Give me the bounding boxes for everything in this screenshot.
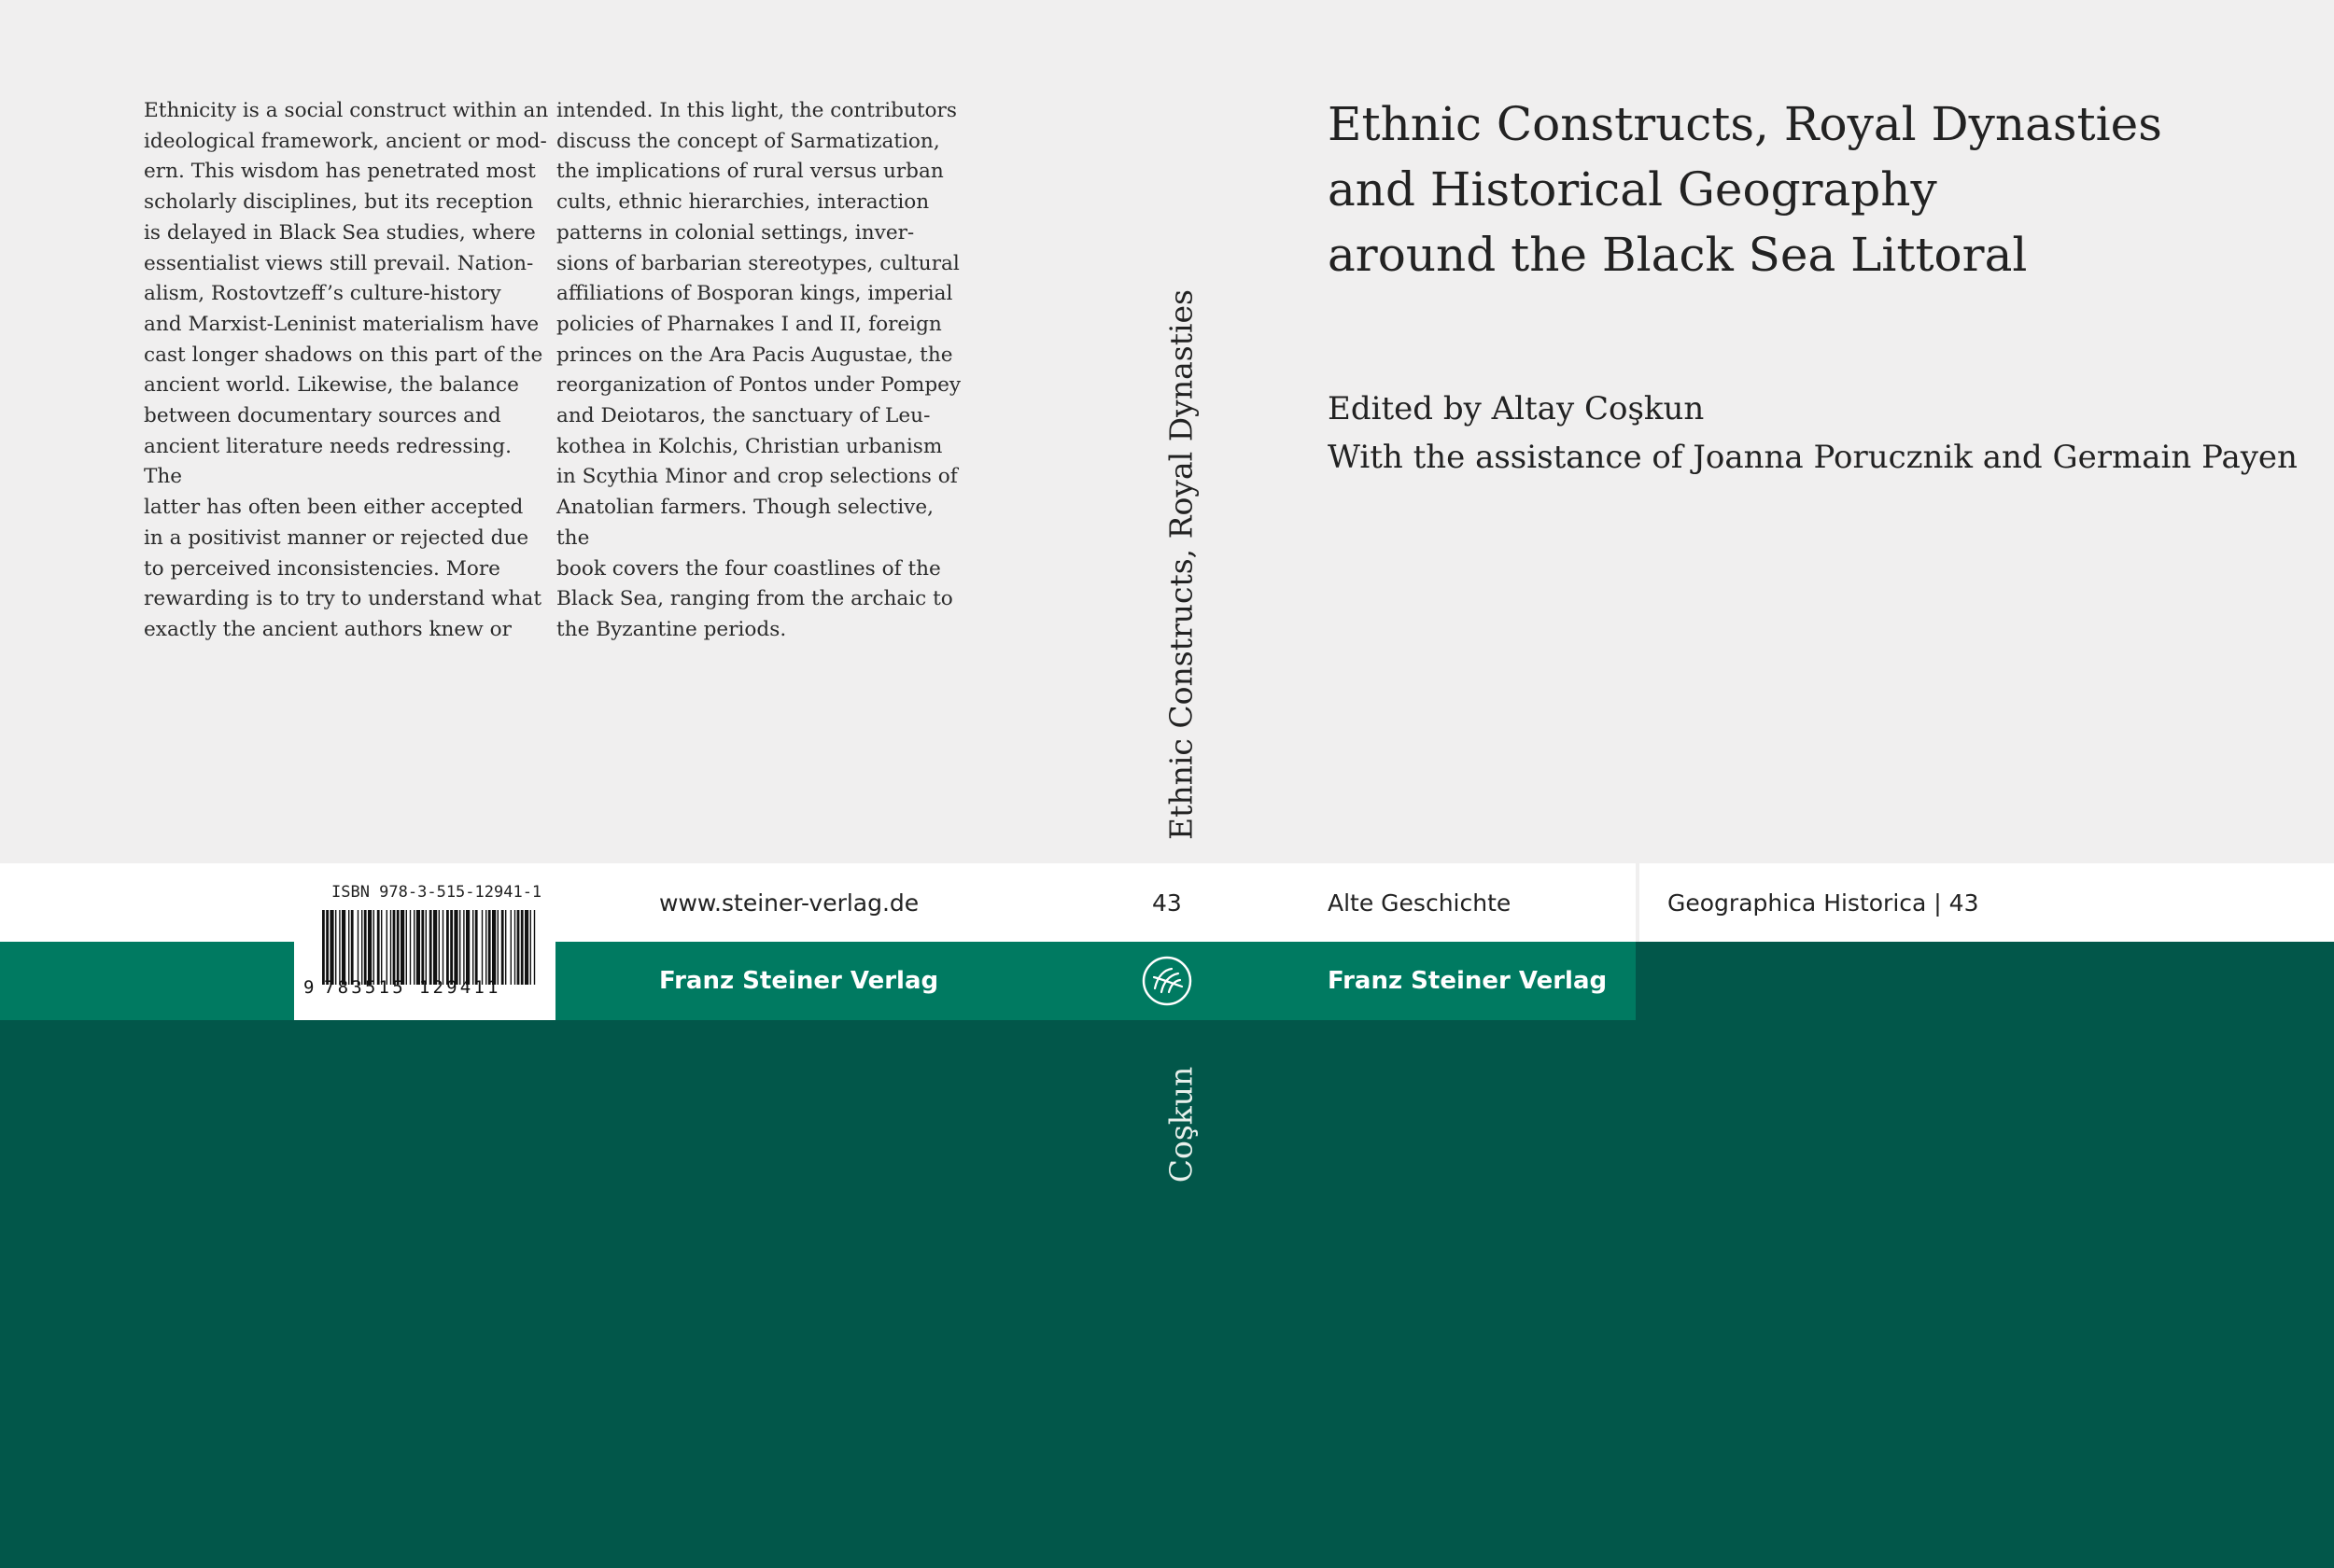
- blurb-text-2: intended. In this light, the contributors discuss the concept of Sarmatization, the implications of rural versus urban cults, ethnic hierarchies, interaction patterns in colonial settings, inver- sions of barbarian stereotypes, cultural affiliations of Bosporan kings, imperial policies of Pharnakes I and II, foreign princes on the Ara Pacis Augustae, the reorganization of Pontos under Pompey and Deiotaros, the sanctuary of Leu- kothea in Kolchis, Christian urbanism in Scythia Minor and crop selections of Anatolian farmers. Though selective, the book covers the four coastlines of the Black Sea, ranging from the archaic to the Byzantine periods.: [556, 99, 962, 641]
- spine-title: [1148, 289, 1214, 840]
- spine-author-text: Coşkun: [1162, 1066, 1200, 1183]
- publisher-name-back: Franz Steiner Verlag: [659, 967, 939, 995]
- barcode-digit-group-1: 783515: [324, 977, 406, 998]
- back-blurb-column-1: [144, 96, 555, 646]
- front-band-divider: [1636, 863, 1639, 942]
- isbn-barcode-box: [294, 863, 555, 1020]
- edited-by: Edited by Altay Coşkun: [1328, 390, 1705, 427]
- isbn-label: ISBN 978-3-515-12941-1: [331, 883, 542, 902]
- barcode-icon: [322, 910, 537, 985]
- front-lower-panel-top: [1636, 942, 2334, 1020]
- assistance-credit: With the assistance of Joanna Porucznik and Germain Payen: [1328, 439, 2298, 476]
- editors-block: [1328, 385, 2317, 482]
- publisher-monogram-icon: [1141, 955, 1193, 1007]
- barcode-first-digit: 9: [303, 977, 315, 998]
- barcode-digit-group-2: 129411: [418, 977, 501, 998]
- publisher-name-front: Franz Steiner Verlag: [1328, 967, 1608, 995]
- spine-title-text: Ethnic Constructs, Royal Dynasties: [1162, 289, 1200, 840]
- blurb-text-1: Ethnicity is a social construct within an ideological framework, ancient or mod- ern. This wisdom has penetrated most scholarly disciplines, but its reception is delayed in Black Sea studies, where essentialist views still prevail. Nation- alism, Rostovtzeff’s culture-history and Marxist-Leninist materialism have cast longer shadows on this part of the ancient world. Likewise, the balance between documentary sources and ancient literature needs redressing. The latter has often been either accepted in a positivist manner or rejected due to perceived inconsistencies. More rewarding is to try to understand what exactly the ancient authors knew or: [144, 99, 549, 641]
- publisher-website: www.steiner-verlag.de: [659, 889, 920, 917]
- back-blurb-column-2: [556, 96, 967, 646]
- spine-author: [1148, 1064, 1214, 1185]
- series-label: Geographica Historica | 43: [1667, 889, 1979, 917]
- book-title: Ethnic Constructs, Royal Dynasties and Historical Geography around the Black Sea Littoral: [1328, 97, 2162, 282]
- spine-volume-number: 43: [1152, 889, 1182, 917]
- barcode-digits: [303, 977, 548, 998]
- subject-label: Alte Geschichte: [1328, 889, 1511, 917]
